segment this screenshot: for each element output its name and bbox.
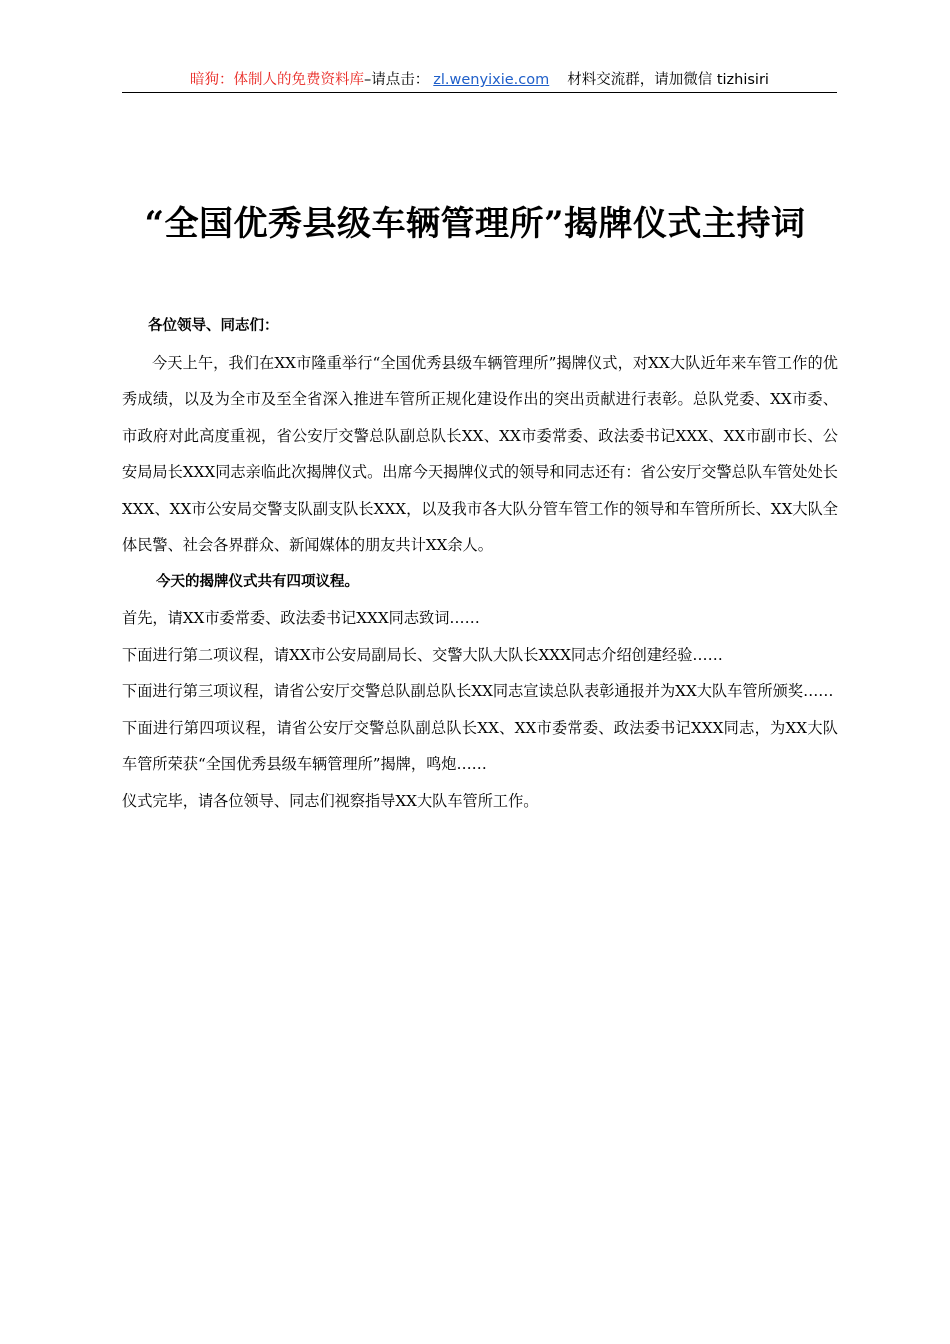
header-link[interactable]: zl.wenyixie.com	[433, 72, 550, 88]
agenda-intro: 今天的揭牌仪式共有四项议程。	[156, 573, 359, 590]
closing-line: 仪式完毕，请各位领导、同志们视察指导XX大队车管所工作。	[122, 791, 539, 810]
agenda-item-2: 下面进行第二项议程，请XX市公安局副局长、交警大队大队长XXX同志介绍创建经验……	[122, 645, 723, 664]
document-title: “全国优秀县级车辆管理所”揭牌仪式主持词	[144, 204, 806, 244]
salutation: 各位领导、同志们：	[148, 318, 279, 334]
agenda-item-3: 下面进行第三项议程，请省公安厅交警总队副总队长XX同志宣读总队表彰通报并为XX大队车管所颁奖……	[122, 682, 834, 700]
agenda-item-4: 下面进行第四项议程，请省公安厅交警总队副总队长XX、XX市委常委、政法委书记XXX同志，为XX大队车管所荣获“全国优秀县级车辆管理所”揭牌，鸣炮……	[122, 718, 838, 773]
header-wechat-note: 材料交流群，请加微信 tizhisiri	[567, 72, 769, 88]
intro-paragraph: 今天上午，我们在XX市隆重举行“全国优秀县级车辆管理所”揭牌仪式，对XX大队近年来车管工作的优秀成绩，以及为全市及至全省深入推进车管所正规化建设作出的突出贡献进行表彰。总队党委、XX市委、市政府对此高度重视，省公安厅交警总队副总队长XX、XX市委常委、政法委书记XXX、XX市副市长、公安局局长XXX同志亲临此次揭牌仪式。出席今天揭牌仪式的领导和同志还有：省公安厅交警总队车管处处长XXX、XX市公安局交警支队副支队长XXX，以及我市各大队分管车管工作的领导和车管所所长、XX大队全体民警、社会各界群众、新闻媒体的朋友共计XX余人。	[122, 353, 838, 554]
agenda-item-1: 首先，请XX市委常委、政法委书记XXX同志致词……	[122, 609, 480, 627]
document-body	[122, 308, 838, 819]
page-header	[122, 70, 837, 93]
header-click-prompt: –请点击：	[364, 72, 430, 88]
header-brand: 暗狗：体制人的免费资料库	[190, 72, 365, 88]
